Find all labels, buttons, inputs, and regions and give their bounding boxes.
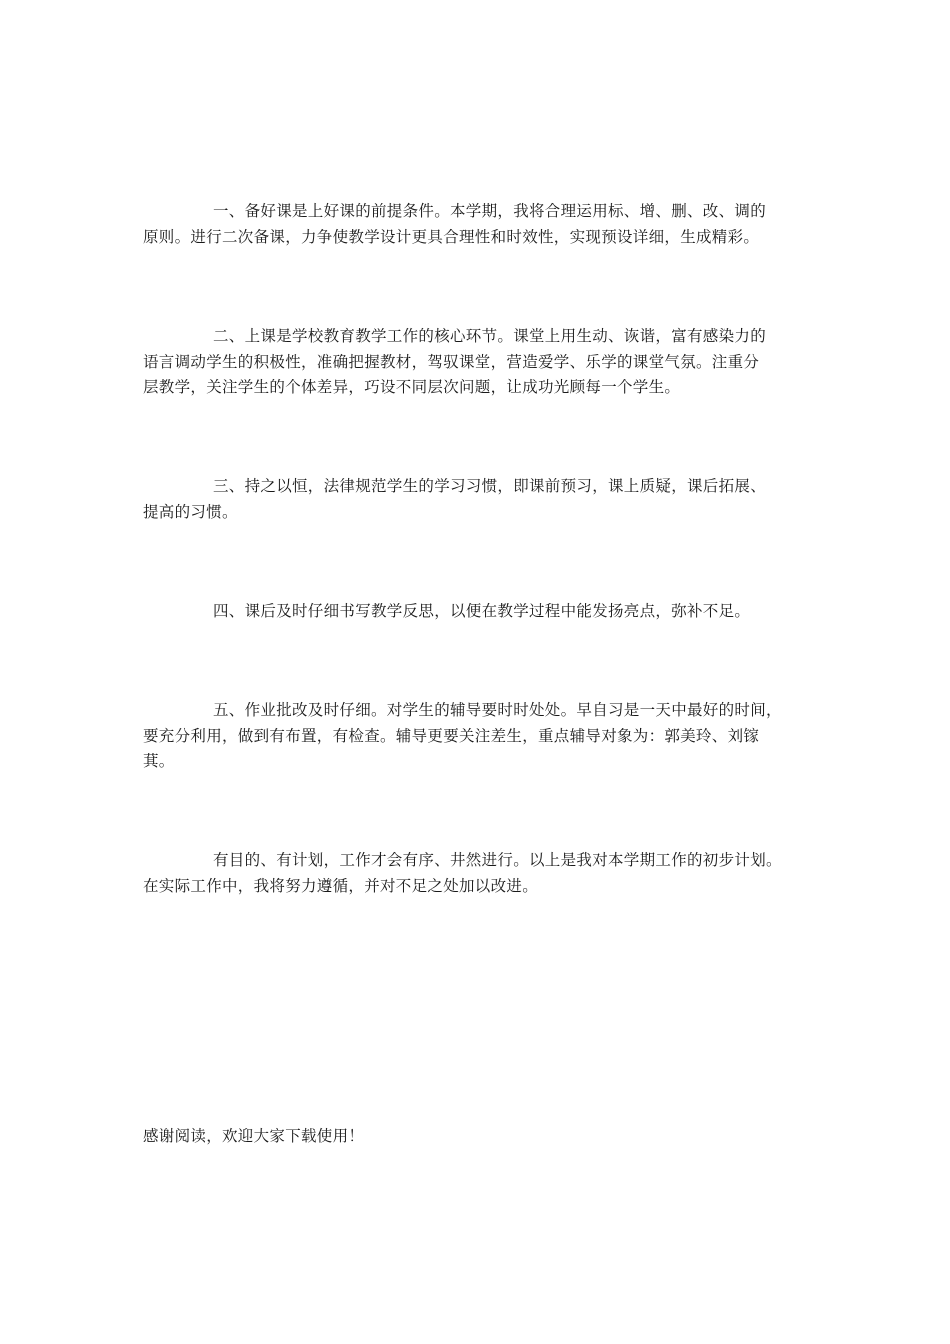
paragraph-line: 四、课后及时仔细书写教学反思，以便在教学过程中能发扬亮点，弥补不足。	[213, 602, 751, 620]
paragraph-line: 五、作业批改及时仔细。对学生的辅导要时时处处。早自习是一天中最好的时间，	[213, 701, 782, 719]
paragraph-line: 要充分利用，做到有布置，有检查。辅导更要关注差生，重点辅导对象为：郭美玲、刘镓	[143, 726, 760, 745]
paragraph-line: 语言调动学生的积极性，准确把握教材，驾驭课堂，营造爱学、乐学的课堂气氛。注重分	[143, 352, 760, 371]
paragraph-line: 原则。进行二次备课，力争使教学设计更具合理性和时效性，实现预设详细，生成精彩。	[143, 227, 760, 246]
paragraph-6	[143, 848, 808, 899]
paragraph-5	[143, 698, 808, 775]
paragraph-line: 一、备好课是上好课的前提条件。本学期，我将合理运用标、增、删、改、调的	[213, 202, 767, 220]
closing-text: 感谢阅读，欢迎大家下载使用！	[143, 1127, 365, 1145]
paragraph-line: 层教学，关注学生的个体差异，巧设不同层次问题，让成功光顾每一个学生。	[143, 378, 681, 396]
paragraph-line: 二、上课是学校教育教学工作的核心环节。课堂上用生动、诙谐，富有感染力的	[213, 327, 767, 345]
paragraph-1	[143, 199, 808, 250]
paragraph-line: 在实际工作中，我将努力遵循，并对不足之处加以改进。	[143, 876, 539, 895]
paragraph-3	[143, 474, 808, 525]
paragraph-2	[143, 324, 808, 401]
paragraph-line: 三、持之以恒，法律规范学生的学习习惯，即课前预习，课上质疑，课后拓展、	[213, 477, 767, 495]
paragraph-line: 萁。	[143, 752, 175, 770]
paragraph-line: 提高的习惯。	[143, 502, 238, 521]
paragraph-4	[143, 599, 808, 625]
closing-note	[143, 1124, 808, 1150]
paragraph-line: 有目的、有计划，工作才会有序、井然进行。以上是我对本学期工作的初步计划。	[213, 851, 782, 869]
